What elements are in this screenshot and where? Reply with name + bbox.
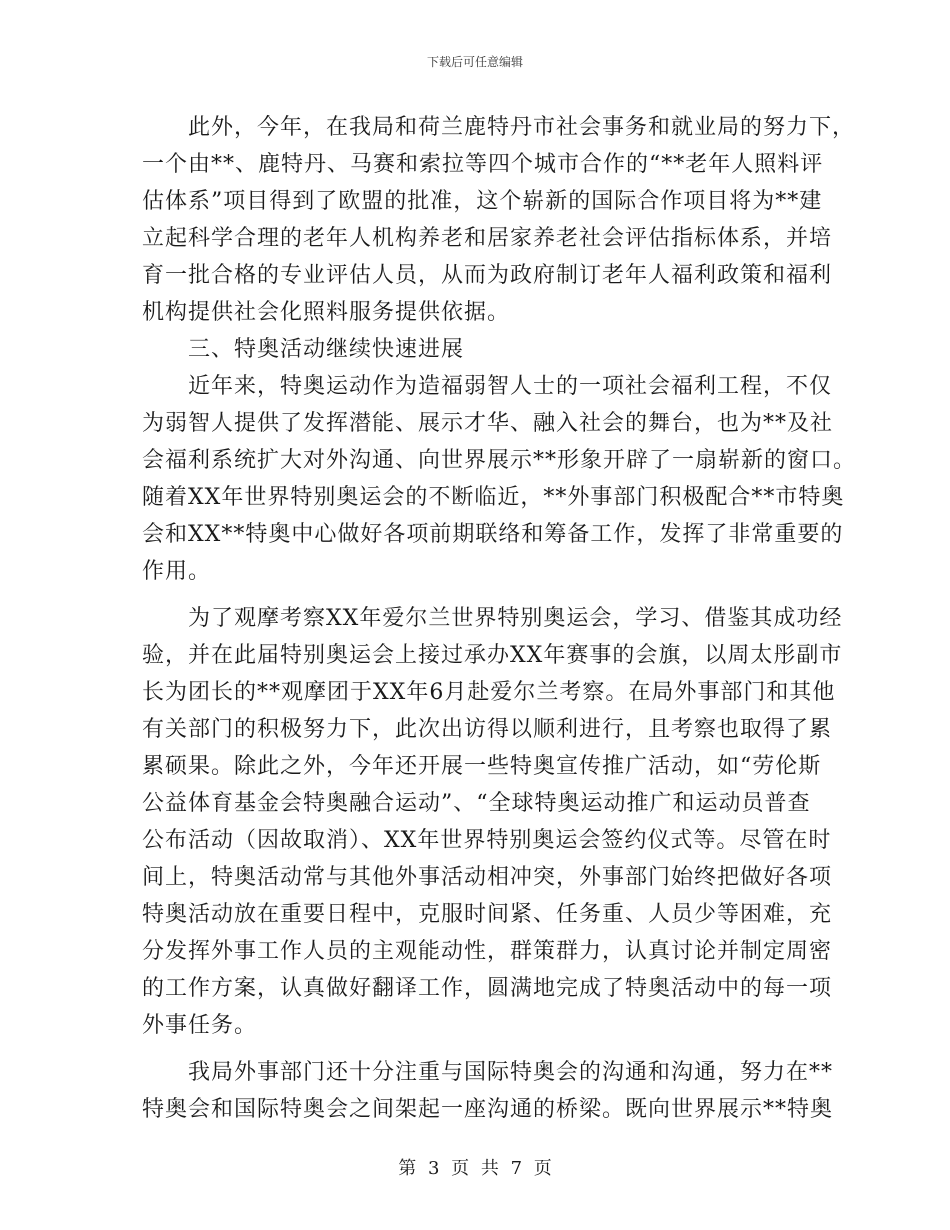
text-line: 我局外事部门还十分注重与国际特奥会的沟通和沟通，努力在** <box>188 1060 834 1085</box>
text-line: 特奥会和国际特奥会之间架起一座沟通的桥梁。既向世界展示**特奥 <box>142 1097 834 1122</box>
text-line: 分发挥外事工作人员的主观能动性，群策群力，认真讨论并制定周密 <box>142 939 833 964</box>
text-line: 机构提供社会化照料服务提供依据。 <box>142 300 511 325</box>
text-line: 会和XX**特奥中心做好各项前期联络和筹备工作，发挥了非常重要的 <box>142 522 844 547</box>
text-line: 立起科学合理的老年人机构养老和居家养老社会评估指标体系，并培 <box>142 226 833 251</box>
text-line: 会福利系统扩大对外沟通、向世界展示**形象开辟了一扇崭新的窗口。 <box>142 448 857 473</box>
page-number: 第 3 页 共 7 页 <box>398 1158 552 1179</box>
text-line: 估体系”项目得到了欧盟的批准，这个崭新的国际合作项目将为**建 <box>142 189 823 214</box>
text-line: 外事任务。 <box>142 1013 258 1038</box>
text-line: 验，并在此届特别奥运会上接过承办XX年赛事的会旗，以周太彤副市 <box>142 643 843 668</box>
text-line: 此外，今年，在我局和荷兰鹿特丹市社会事务和就业局的努力下， <box>188 115 856 140</box>
text-line: 累硕果。除此之外，今年还开展一些特奥宣传推广活动，如“劳伦斯 <box>142 754 822 779</box>
page-header: 下载后可任意编辑 <box>426 55 523 69</box>
text-line: 特奥活动放在重要日程中，克服时间紧、任务重、人员少等困难，充 <box>142 902 833 927</box>
text-line: 为了观摩考察XX年爱尔兰世界特别奥运会，学习、借鉴其成功经 <box>188 606 843 631</box>
text-line: 近年来，特奥运动作为造福弱智人士的一项社会福利工程，不仅 <box>188 374 833 399</box>
text-line: 公益体育基金会特奥融合运动”、“全球特奥运动推广和运动员普查 <box>142 791 811 816</box>
text-line: 公布活动（因故取消）、XX年世界特别奥运会签约仪式等。尽管在时 <box>142 828 832 853</box>
text-line: 随着XX年世界特别奥运会的不断临近，**外事部门积极配合**市特奥 <box>142 485 845 510</box>
text-line: 育一批合格的专业评估人员，从而为政府制订老年人福利政策和福利 <box>142 263 833 288</box>
text-line: 的工作方案，认真做好翻译工作，圆满地完成了特奥活动中的每一项 <box>142 976 833 1001</box>
text-line: 长为团长的**观摩团于XX年6月赴爱尔兰考察。在局外事部门和其他 <box>142 680 836 705</box>
text-line: 间上，特奥活动常与其他外事活动相冲突，外事部门始终把做好各项 <box>142 865 833 890</box>
text-line: 有关部门的积极努力下，此次出访得以顺利进行，且考察也取得了累 <box>142 717 833 742</box>
text-line: 作用。 <box>142 559 212 584</box>
text-line: 为弱智人提供了发挥潜能、展示才华、融入社会的舞台，也为**及社 <box>142 411 834 436</box>
section-heading: 三、特奥活动继续快速进展 <box>188 337 465 362</box>
text-line: 一个由**、鹿特丹、马赛和索拉等四个城市合作的“**老年人照料评 <box>142 152 824 177</box>
